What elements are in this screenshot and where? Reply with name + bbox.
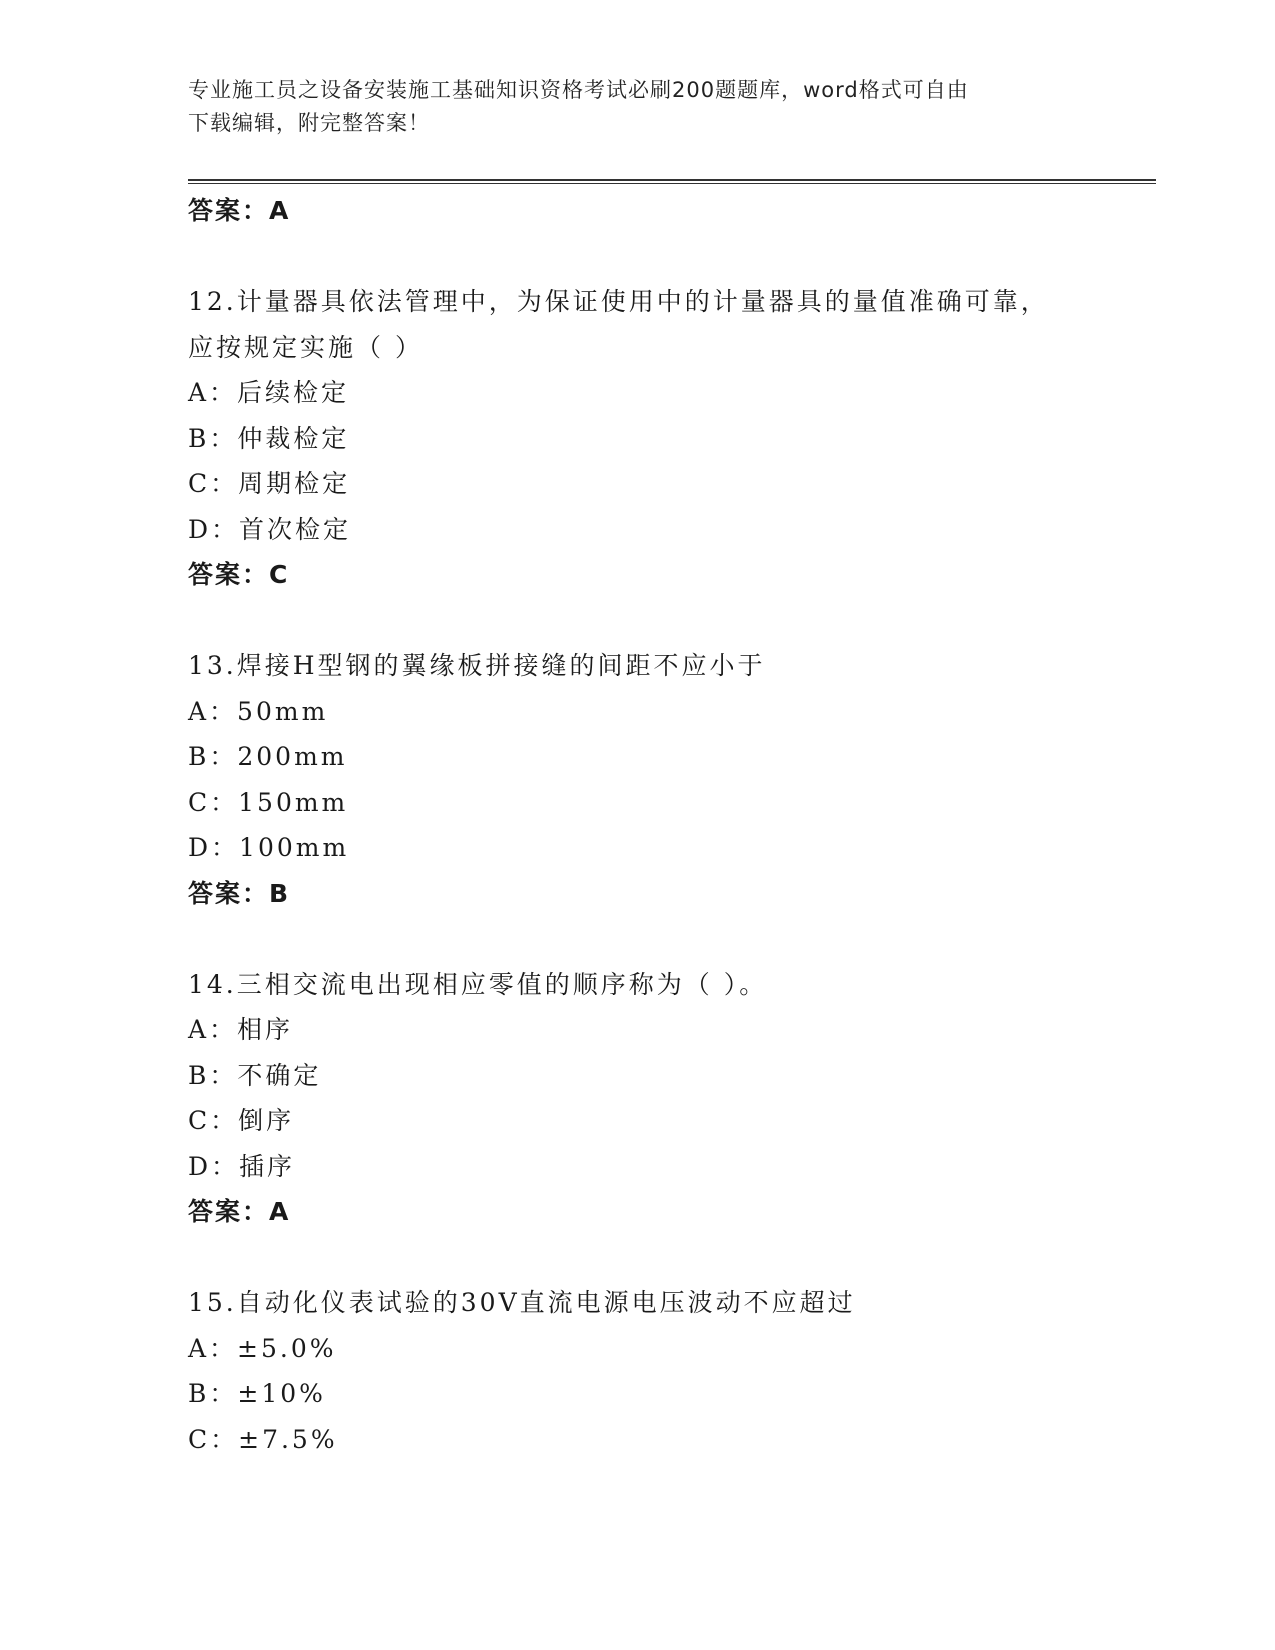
answer: 答案：A [188, 1197, 291, 1226]
page-header [188, 74, 1088, 140]
option-a: A：50mm [188, 696, 329, 726]
option-d: D：100mm [188, 833, 350, 862]
question-stem: 14.三相交流电出现相应零值的顺序称为（ ）。 [188, 969, 768, 999]
previous-answer: 答案：A [188, 196, 291, 225]
answer: 答案：B [188, 878, 291, 908]
header-line-1: 专业施工员之设备安装施工基础知识资格考试必刷200题题库，word格式可自由 [188, 78, 969, 102]
spacer [188, 598, 1148, 644]
header-line-2: 下载编辑，附完整答案！ [188, 111, 430, 135]
option-b: B：200mm [188, 742, 348, 771]
question-list [188, 188, 1148, 1462]
option-d: D：插序 [188, 1151, 296, 1181]
question-stem: 15.自动化仪表试验的30V直流电源电压波动不应超过 [188, 1288, 856, 1317]
option-d: D：首次检定 [188, 514, 352, 544]
question-stem-continued: 应按规定实施（ ） [188, 332, 423, 362]
option-b: B：±10% [188, 1379, 326, 1408]
question-stem: 13.焊接H型钢的翼缘板拼接缝的间距不应小于 [188, 651, 766, 680]
answer: 答案：C [188, 560, 290, 589]
question-13 [188, 643, 1148, 916]
option-c: C：±7.5% [188, 1424, 338, 1454]
option-c: C：150mm [188, 787, 349, 817]
option-a: A：±5.0% [188, 1333, 337, 1363]
question-12 [188, 279, 1148, 598]
spacer [188, 234, 1148, 280]
question-14 [188, 962, 1148, 1235]
option-b: B：仲裁检定 [188, 423, 350, 453]
spacer [188, 1235, 1148, 1281]
header-divider [188, 179, 1156, 184]
question-15 [188, 1280, 1148, 1462]
option-b: B：不确定 [188, 1060, 322, 1090]
option-c: C：倒序 [188, 1106, 295, 1135]
spacer [188, 916, 1148, 962]
option-c: C：周期检定 [188, 469, 351, 498]
option-a: A：后续检定 [188, 378, 350, 407]
option-a: A：相序 [188, 1015, 294, 1044]
question-stem: 12.计量器具依法管理中，为保证使用中的计量器具的量值准确可靠， [188, 287, 1049, 316]
